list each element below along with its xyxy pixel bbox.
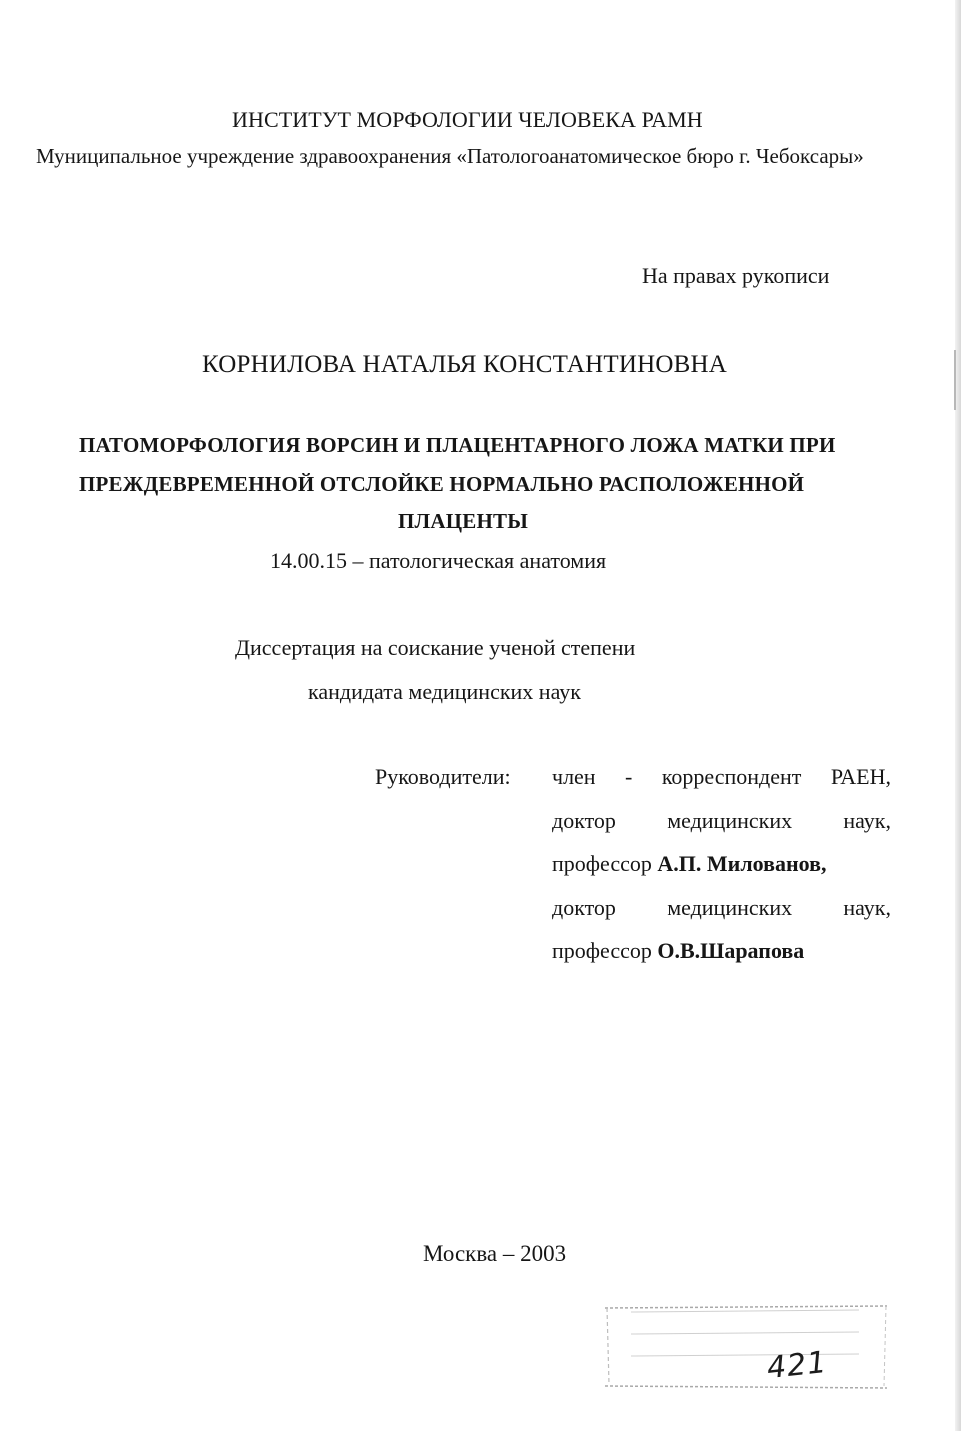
- library-stamp: [597, 1298, 893, 1392]
- supervisor-line-1: член - корреспондент РАЕН,: [552, 764, 891, 789]
- thesis-title-line-3: ПЛАЦЕНТЫ: [398, 509, 529, 533]
- supervisor-line-5: [552, 940, 891, 962]
- supervisor-line-4: доктор медицинских наук,: [552, 895, 891, 920]
- supervisor-line-2: доктор медицинских наук,: [552, 808, 891, 833]
- thesis-title-line-1: ПАТОМОРФОЛОГИЯ ВОРСИН И ПЛАЦЕНТАРНОГО ЛОЖА МАТКИ ПРИ: [79, 433, 836, 457]
- supervisor-2-name: О.В.Шарапова: [657, 938, 805, 963]
- manuscript-rights: На правах рукописи: [642, 263, 830, 288]
- supervisor-2-title: профессор: [552, 938, 658, 963]
- supervisor-line-3: [552, 853, 891, 875]
- stamp-frame-graphic: [597, 1298, 893, 1392]
- degree-line-1: Диссертация на соискание ученой степени: [235, 635, 636, 660]
- author-name: КОРНИЛОВА НАТАЛЬЯ КОНСТАНТИНОВНА: [202, 351, 728, 378]
- specialty-code: 14.00.15 – патологическая анатомия: [270, 548, 607, 573]
- thesis-title-line-2: ПРЕЖДЕВРЕМЕННОЙ ОТСЛОЙКЕ НОРМАЛЬНО РАСПОЛОЖЕННОЙ: [79, 472, 805, 496]
- municipal-institution: Муниципальное учреждение здравоохранения «Патологоанатомическое бюро г. Чебоксары»: [36, 144, 864, 168]
- supervisor-1-title: профессор: [552, 851, 658, 876]
- supervisor-1-name: А.П. Милованов,: [657, 851, 827, 876]
- scan-mark: [954, 350, 956, 410]
- scan-edge: [955, 0, 961, 1431]
- institute-name: ИНСТИТУТ МОРФОЛОГИИ ЧЕЛОВЕКА РАМН: [232, 107, 703, 132]
- degree-line-2: кандидата медицинских наук: [308, 679, 581, 704]
- supervisors-label: Руководители:: [375, 764, 511, 789]
- city-year: Москва – 2003: [423, 1241, 567, 1266]
- stamp-handwritten-number: 421: [765, 1344, 829, 1387]
